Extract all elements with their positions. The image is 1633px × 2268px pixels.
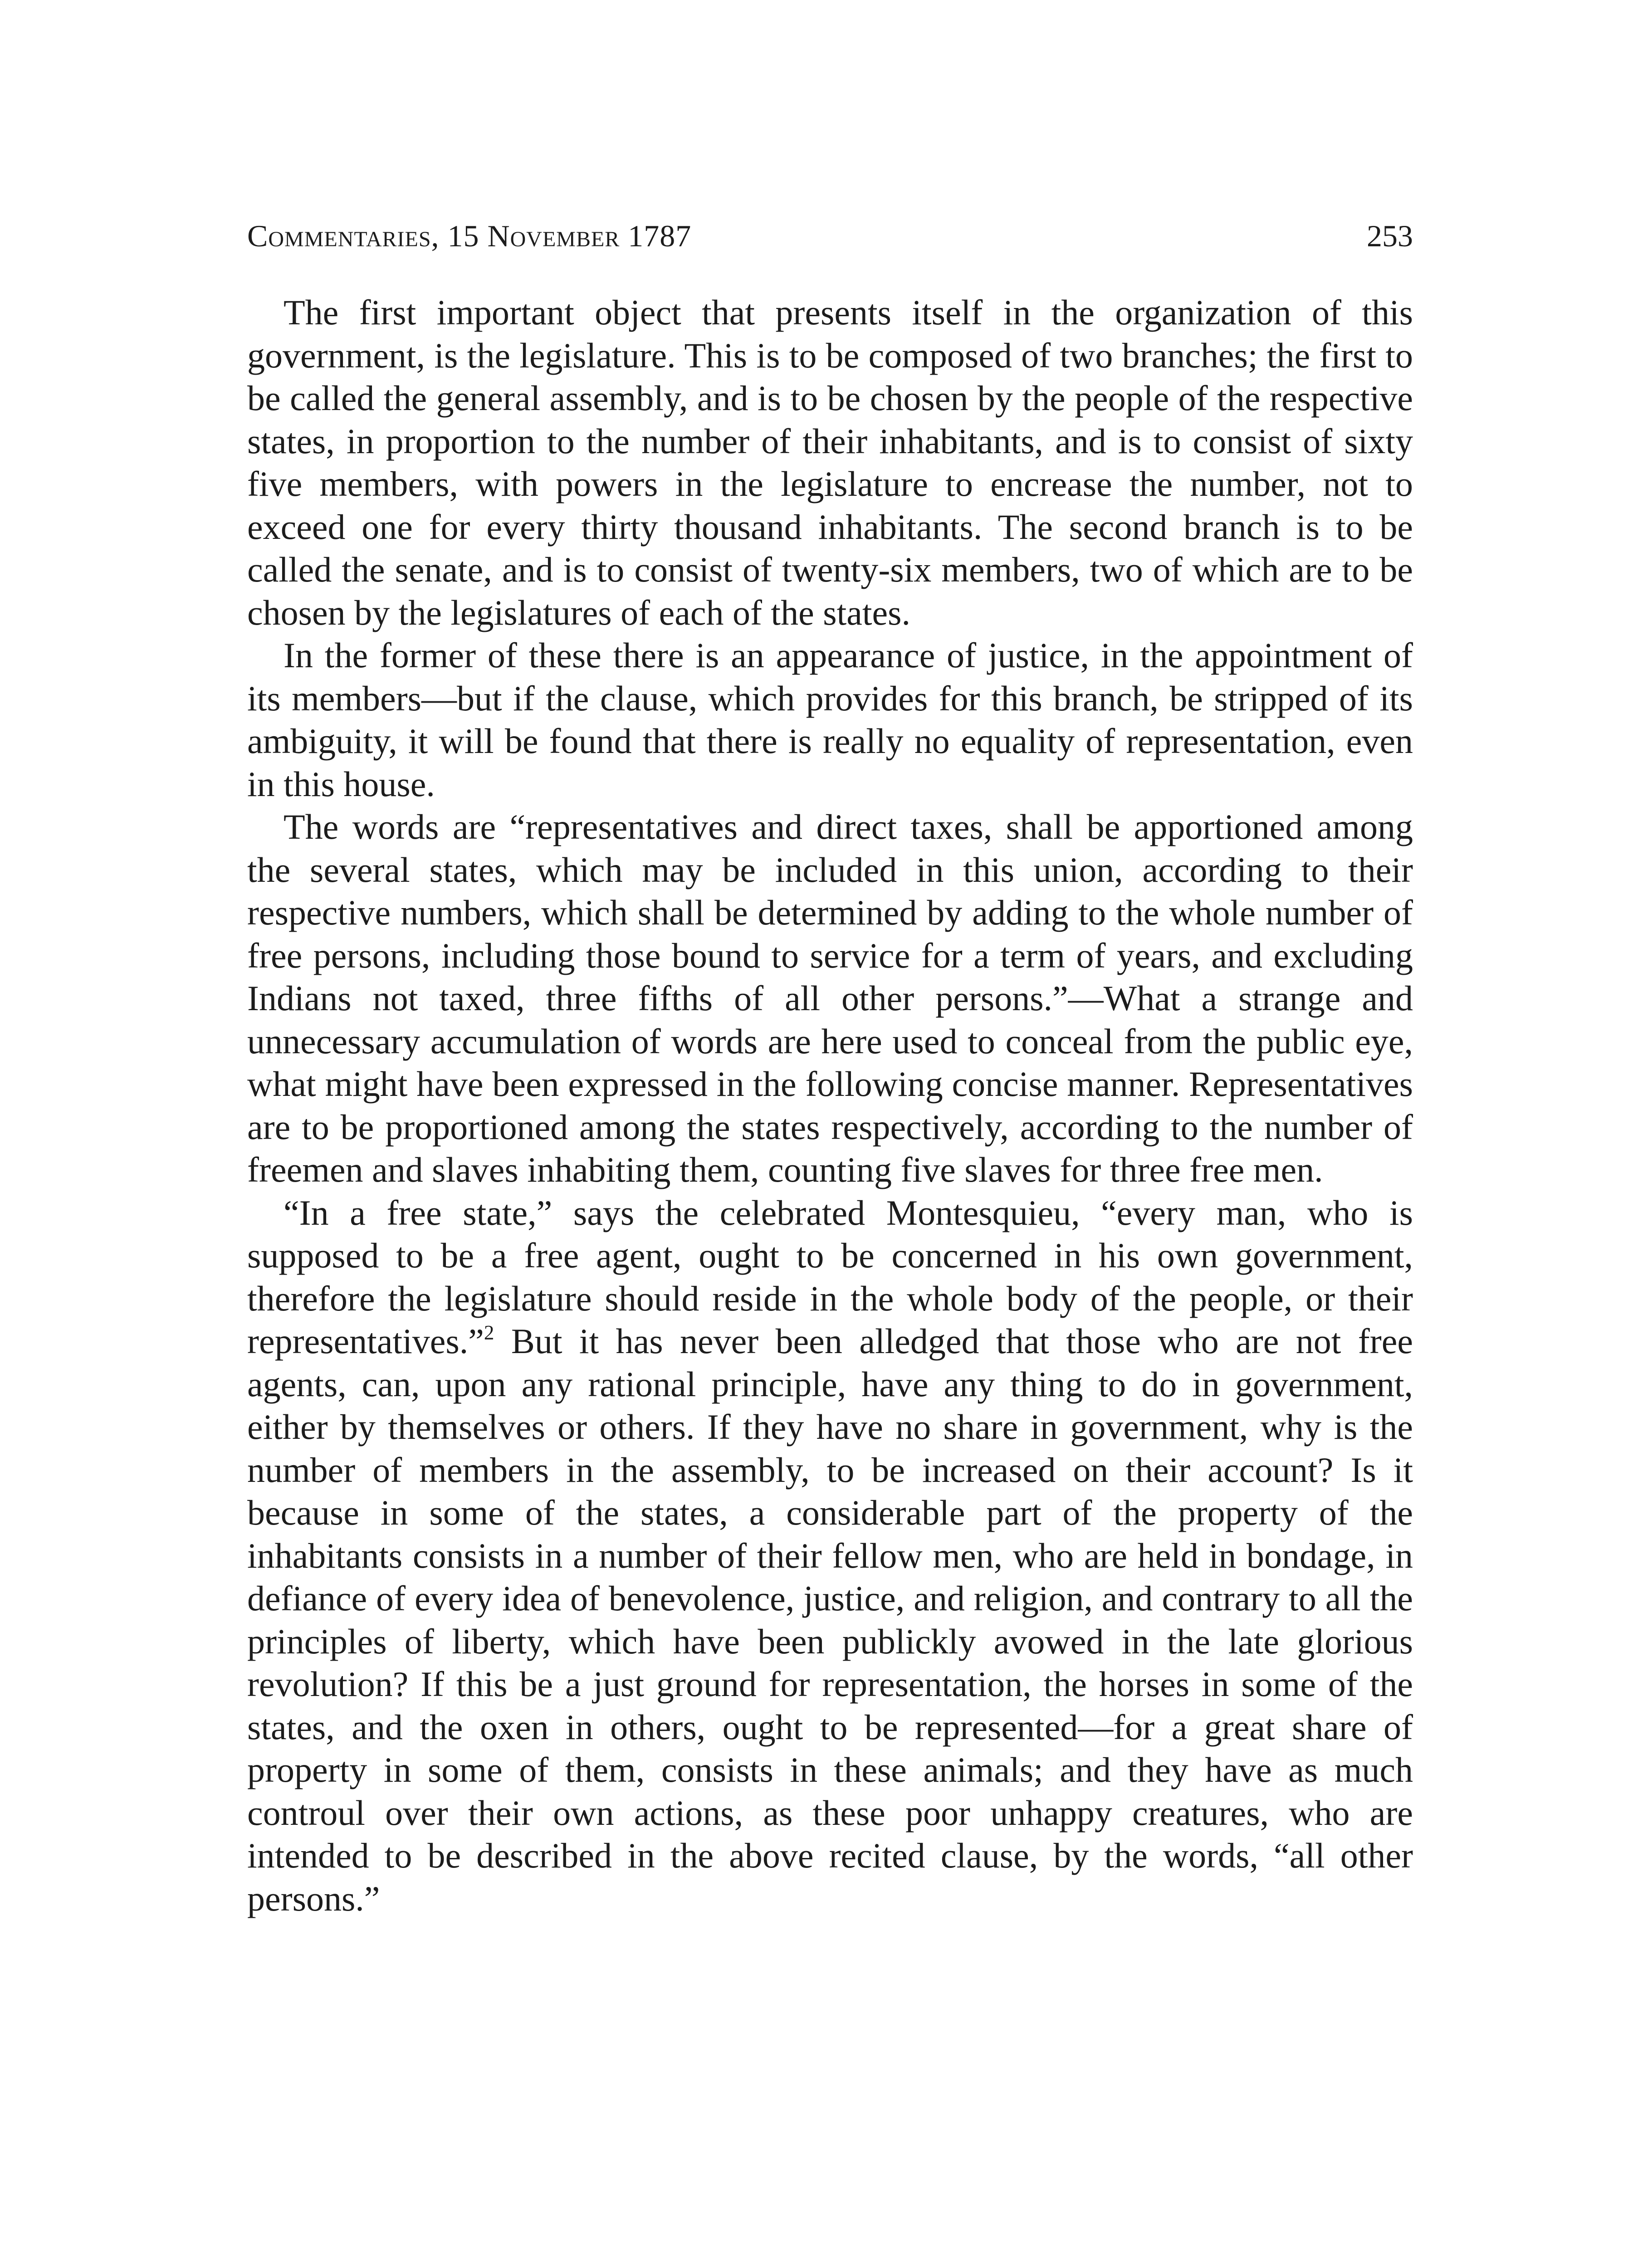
footnote-marker: 2 [484, 1321, 494, 1344]
body-text [247, 291, 1413, 1920]
running-title: Commentaries, 15 November 1787 [247, 219, 692, 253]
paragraph: In the former of these there is an appearance of justice, in the appointment of its members—but if the clause, which provides for this branch, be stripped of its ambiguity, it will be found that there is really no equality of representation, even in this house. [247, 635, 1413, 804]
paragraph [247, 1192, 1413, 1921]
paragraph: The first important object that presents itself in the organization of this government, is the legislature. This is to be composed of two branches; the first to be called the general assembly, and is to be chosen by the people of the respective states, in proportion to the number of their inhabitants, and is to consist of sixty five members, with powers in the legislature to encrease the number, not to exceed one for every thirty thousand inhabitants. The second branch is to be called the senate, and is to consist of twenty-six members, two of which are to be chosen by the legislatures of each of the states. [247, 293, 1413, 632]
paragraph-text: “In a free state,” says the celebrated Montesquieu, “every man, who is supposed to be a free agent, ought to be concerned in his own government, therefore the legislature should reside in the whole body of the people, or their representatives.” [247, 1193, 1413, 1361]
running-head [247, 218, 1413, 254]
page-number: 253 [1367, 219, 1413, 253]
paragraph-text: But it has never been alledged that those who are not free agents, can, upon any rational principle, have any thing to do in government, either by themselves or others. If they have no share in government, why is the number of members in the assembly, to be increased on their account? Is it because in some of the states, a considerable part of the property of the inhabitants consists in a number of their fellow men, who are held in bondage, in defiance of every idea of benevolence, justice, and religion, and contrary to all the principles of liberty, which have been publickly avowed in the late glorious revolution? If this be a just ground for representation, the horses in some of the states, and the oxen in others, ought to be represented—for a great share of property in some of them, consists in these animals; and they have as much controul over their own actions, as these poor unhappy creatures, who are intended to be described in the above recited clause, by the words, “all other persons.” [247, 1321, 1413, 1918]
paragraph: The words are “representatives and direct taxes, shall be apportioned among the several states, which may be included in this union, according to their respective numbers, which shall be determined by adding to the whole number of free persons, including those bound to service for a term of years, and excluding Indians not taxed, three fifths of all other persons.”—What a strange and unnecessary accumulation of words are here used to conceal from the public eye, what might have been expressed in the following concise manner. Representatives are to be proportioned among the states respectively, according to the number of freemen and slaves inhabiting them, counting five slaves for three free men. [247, 807, 1413, 1189]
book-page [247, 218, 1413, 1920]
